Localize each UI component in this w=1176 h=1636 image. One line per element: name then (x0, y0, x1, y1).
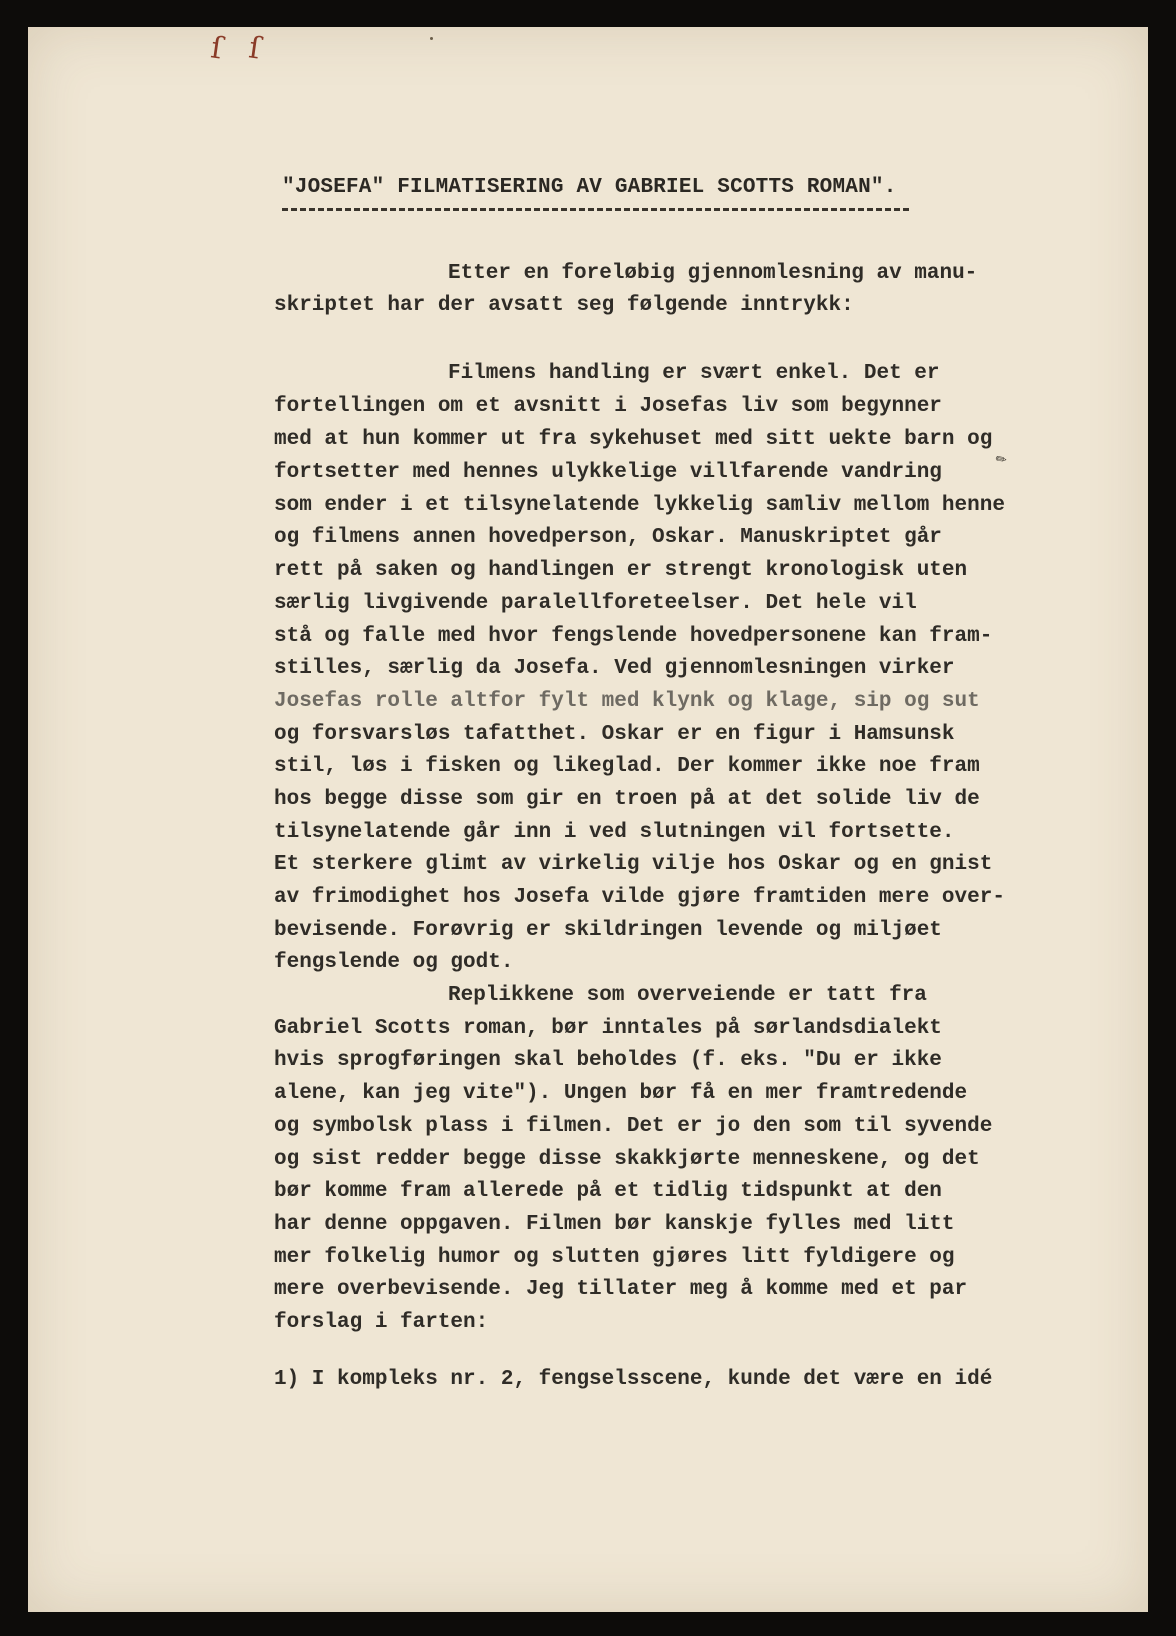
text-line: fortellingen om et avsnitt i Josefas liv som begynner (274, 395, 942, 418)
text-line: og filmens annen hovedperson, Oskar. Manuskriptet går (274, 526, 942, 549)
text-line: Gabriel Scotts roman, bør inntales på sørlandsdialekt (274, 1017, 942, 1040)
ink-scribble-icon: ✎ (992, 449, 1011, 470)
text-line: fortsetter med hennes ulykkelige villfarende vandring (274, 461, 942, 484)
text-line: stil, løs i fisken og likeglad. Der kommer ikke noe fram (274, 755, 980, 778)
text-line: har denne oppgaven. Filmen bør kanskje fylles med litt (274, 1213, 955, 1236)
text-line: med at hun kommer ut fra sykehuset med sitt uekte barn og (274, 428, 993, 451)
text-line: fengslende og godt. (274, 951, 514, 974)
text-line: særlig livgivende paralellforeteelser. Det hele vil (274, 592, 917, 615)
text-line: stå og falle med hvor fengslende hovedpersonene kan fram- (274, 625, 993, 648)
text-line: og forsvarsløs tafatthet. Oskar er en figur i Hamsunsk (274, 723, 955, 746)
title-underline (282, 208, 909, 211)
text-line: 1) I kompleks nr. 2, fengselsscene, kunde det være en idé (274, 1368, 993, 1391)
text-line: mer folkelig humor og slutten gjøres litt fyldigere og (274, 1246, 955, 1269)
ink-dot (430, 37, 433, 40)
text-line: som ender i et tilsynelatende lykkelig samliv mellom henne (274, 494, 1005, 517)
text-line: Replikkene som overveiende er tatt fra (448, 984, 927, 1007)
text-line: tilsynelatende går inn i ved slutningen vil fortsette. (274, 821, 955, 844)
text-line: rett på saken og handlingen er strengt kronologisk uten (274, 559, 968, 582)
margin-mark: ſ (208, 30, 225, 67)
text-line: og symbolsk plass i filmen. Det er jo den som til syvende (274, 1115, 993, 1138)
text-line: bevisende. Forøvrig er skildringen levende og miljøet (274, 919, 942, 942)
text-line: mere overbevisende. Jeg tillater meg å komme med et par (274, 1278, 968, 1301)
text-line: bør komme fram allerede på et tidlig tidspunkt at den (274, 1180, 942, 1203)
text-line: og sist redder begge disse skakkjørte menneskene, og det (274, 1148, 980, 1171)
text-line: Josefas rolle altfor fylt med klynk og klage, sip og sut (274, 690, 980, 713)
text-line: skriptet har der avsatt seg følgende inntrykk: (274, 294, 854, 317)
text-line: alene, kan jeg vite"). Ungen bør få en mer framtredende (274, 1082, 968, 1105)
document-page (28, 27, 1148, 1612)
text-line: hvis sprogføringen skal beholdes (f. eks. "Du er ikke (274, 1049, 942, 1072)
document-title: "JOSEFA" FILMATISERING AV GABRIEL SCOTTS ROMAN". (282, 176, 897, 199)
text-line: stilles, særlig da Josefa. Ved gjennomlesningen virker (274, 657, 955, 680)
text-line: av frimodighet hos Josefa vilde gjøre framtiden mere over- (274, 886, 1005, 909)
text-line: Et sterkere glimt av virkelig vilje hos Oskar og en gnist (274, 853, 993, 876)
margin-mark: ſ (246, 30, 263, 67)
text-line: forslag i farten: (274, 1311, 489, 1334)
text-line: Filmens handling er svært enkel. Det er (448, 362, 940, 385)
text-line: Etter en foreløbig gjennomlesning av manu- (448, 262, 978, 285)
text-line: hos begge disse som gir en troen på at det solide liv de (274, 788, 980, 811)
